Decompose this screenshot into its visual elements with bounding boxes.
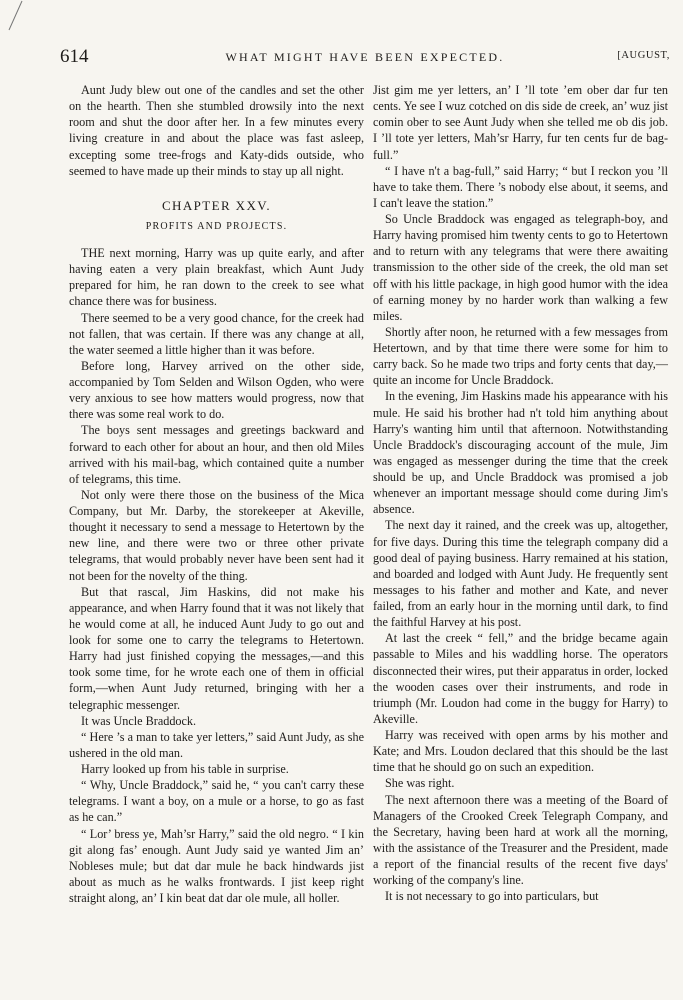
paragraph: In the evening, Jim Haskins made his appearance with his mule. He said his brother had n't told him anything about Harry's wanting him until that afternoon. Notwithstanding Uncle Braddock's discouraging account of the mule, Jim was engaged as messenger during the time that the creek should be up, and Uncle Braddock was promised a job whenever an important message should come during Jim's absence. — [373, 389, 668, 517]
paragraph: There seemed to be a very good chance, for the creek had not fallen, that was certain. If there was any change at all, the water seemed a little higher than it was before. — [69, 310, 364, 357]
paragraph: Harry looked up from his table in surprise. — [81, 762, 289, 776]
paragraph: THE next morning, Harry was up quite early, and after having eaten a very plain breakfast, which Aunt Judy prepared for him, he ran down to the creek to see what chance there was for business. — [69, 246, 364, 309]
paragraph: It is not necessary to go into particulars, but — [385, 889, 599, 904]
paragraph: The boys sent messages and greetings backward and forward to each other for about an hour, and then old Miles arrived with his mail-bag, which contained quite a number of telegrams, this time. — [69, 423, 364, 486]
paragraph: The next afternoon there was a meeting of the Board of Managers of the Crooked Creek Telegraph Company, and the Secretary, having been hard at work all the morning, with the assistance of the Treasurer and the President, made a report of the financial results of the recent five days' working of the company's line. — [373, 792, 668, 888]
margin-pen-stroke — [6, 0, 24, 32]
paragraph: Harry was received with open arms by his mother and Kate; and Mrs. Loudon declared that this should be the last time that he should go on such an expedition. — [373, 728, 668, 775]
paragraph: The next day it rained, and the creek was up, altogether, for five days. During this time the telegraph company did a good deal of paying business. Harry remained at his station, and boarded and lodged with Aunt Judy. He frequently sent messages to his father and mother and Kate, and never failed, from an early hour in the morning until dark, to find the faithful Harvey at his post. — [373, 518, 668, 630]
paragraph: But that rascal, Jim Haskins, did not make his appearance, and when Harry found that it was not likely that he would come at all, he induced Aunt Judy to go out and look for some one to carry the telegrams to Hetertown. Harry had just finished copying the messages,—and this took some time, for he wrote each one of them in official form,—when Aunt Judy returned, bringing with her a telegraphic messenger. — [69, 584, 364, 712]
issue-month: [AUGUST, — [617, 50, 670, 61]
right-column — [373, 82, 668, 904]
paragraph: “ Why, Uncle Braddock,” said he, “ you can't carry these telegrams. I want a boy, on a mule or a horse, to go as fast as he can.” — [69, 778, 364, 825]
paragraph: Shortly after noon, he returned with a few messages from Hetertown, and by that time there were some for him to carry back. So he made two trips and forty cents that day,—quite an income for Uncle Braddock. — [373, 324, 668, 388]
paragraph-continuation: Jist gim me yer letters, an’ I ’ll tote ’em ober dar fur ten cents. Ye see I wuz cotched on dis side de creek, an’ wuz jist comin ober to see Aunt Judy when she telled me ob dis job. I ’ll tote yer letters, Mah’sr Harry, fur ten cents fur de bag-full.” — [373, 83, 668, 162]
page-number: 614 — [60, 46, 89, 67]
paragraph: “ I have n't a bag-full,” said Harry; “ but I reckon you ’ll have to take them. There ’s nobody else about, it seems, and I can't leave the station.” — [373, 163, 668, 210]
paragraph: Aunt Judy blew out one of the candles and set the other on the hearth. Then she stumbled drowsily into the next room and shut the door after her. In a few minutes every living creature in and about the place was fast asleep, excepting some tree-frogs and Katy-dids outside, who seemed to have made up their minds to stay up all night. — [69, 83, 364, 178]
paragraph: So Uncle Braddock was engaged as telegraph-boy, and Harry having promised him twenty cents to go to Hetertown and to return with any telegrams that were there awaiting transmission to the other side of the creek, the old man set off with his little package, in high good humor with the idea of earning money by no harder work than walking a few miles. — [373, 212, 668, 323]
left-column — [69, 82, 364, 906]
paragraph: “ Here ’s a man to take yer letters,” said Aunt Judy, as she ushered in the old man. — [69, 729, 364, 760]
running-title: WHAT MIGHT HAVE BEEN EXPECTED. — [225, 50, 505, 64]
chapter-heading: CHAPTER XXV. — [161, 197, 272, 213]
chapter-subtitle: PROFITS AND PROJECTS. — [145, 220, 288, 232]
paragraph: It was Uncle Braddock. — [81, 713, 197, 728]
paragraph: Not only were there those on the business of the Mica Company, but Mr. Darby, the storekeeper at Akeville, thought it necessary to send a message to Hetertown by the new line, and there were two or three other private telegrams, that would probably never have been sent had it not been for the novelty of the thing. — [69, 487, 364, 583]
paragraph: At last the creek “ fell,” and the bridge became again passable to Miles and his waddling horse. The operators disconnected their wires, put their apparatus in order, locked the wooden cases over their instruments, and rode in triumph (Mr. Loudon had come in the buggy for Harry) to Akeville. — [373, 631, 668, 726]
paragraph: She was right. — [385, 776, 455, 791]
paragraph: Before long, Harvey arrived on the other side, accompanied by Tom Selden and Wilson Ogden, who were very anxious to see how matters would progress, now that there was some real work to do. — [69, 358, 364, 422]
paragraph: “ Lor’ bress ye, Mah’sr Harry,” said the old negro. “ I kin git along fas’ enough. Aunt Judy said ye wanted Jim an’ Nobleses mule; but dat dar mule he back hindwards jist about as much as he walks frontwards. I jist keep right straight along, an’ I kin beat dat dar ole mule, all holler. — [69, 826, 364, 905]
page-header — [60, 46, 670, 68]
